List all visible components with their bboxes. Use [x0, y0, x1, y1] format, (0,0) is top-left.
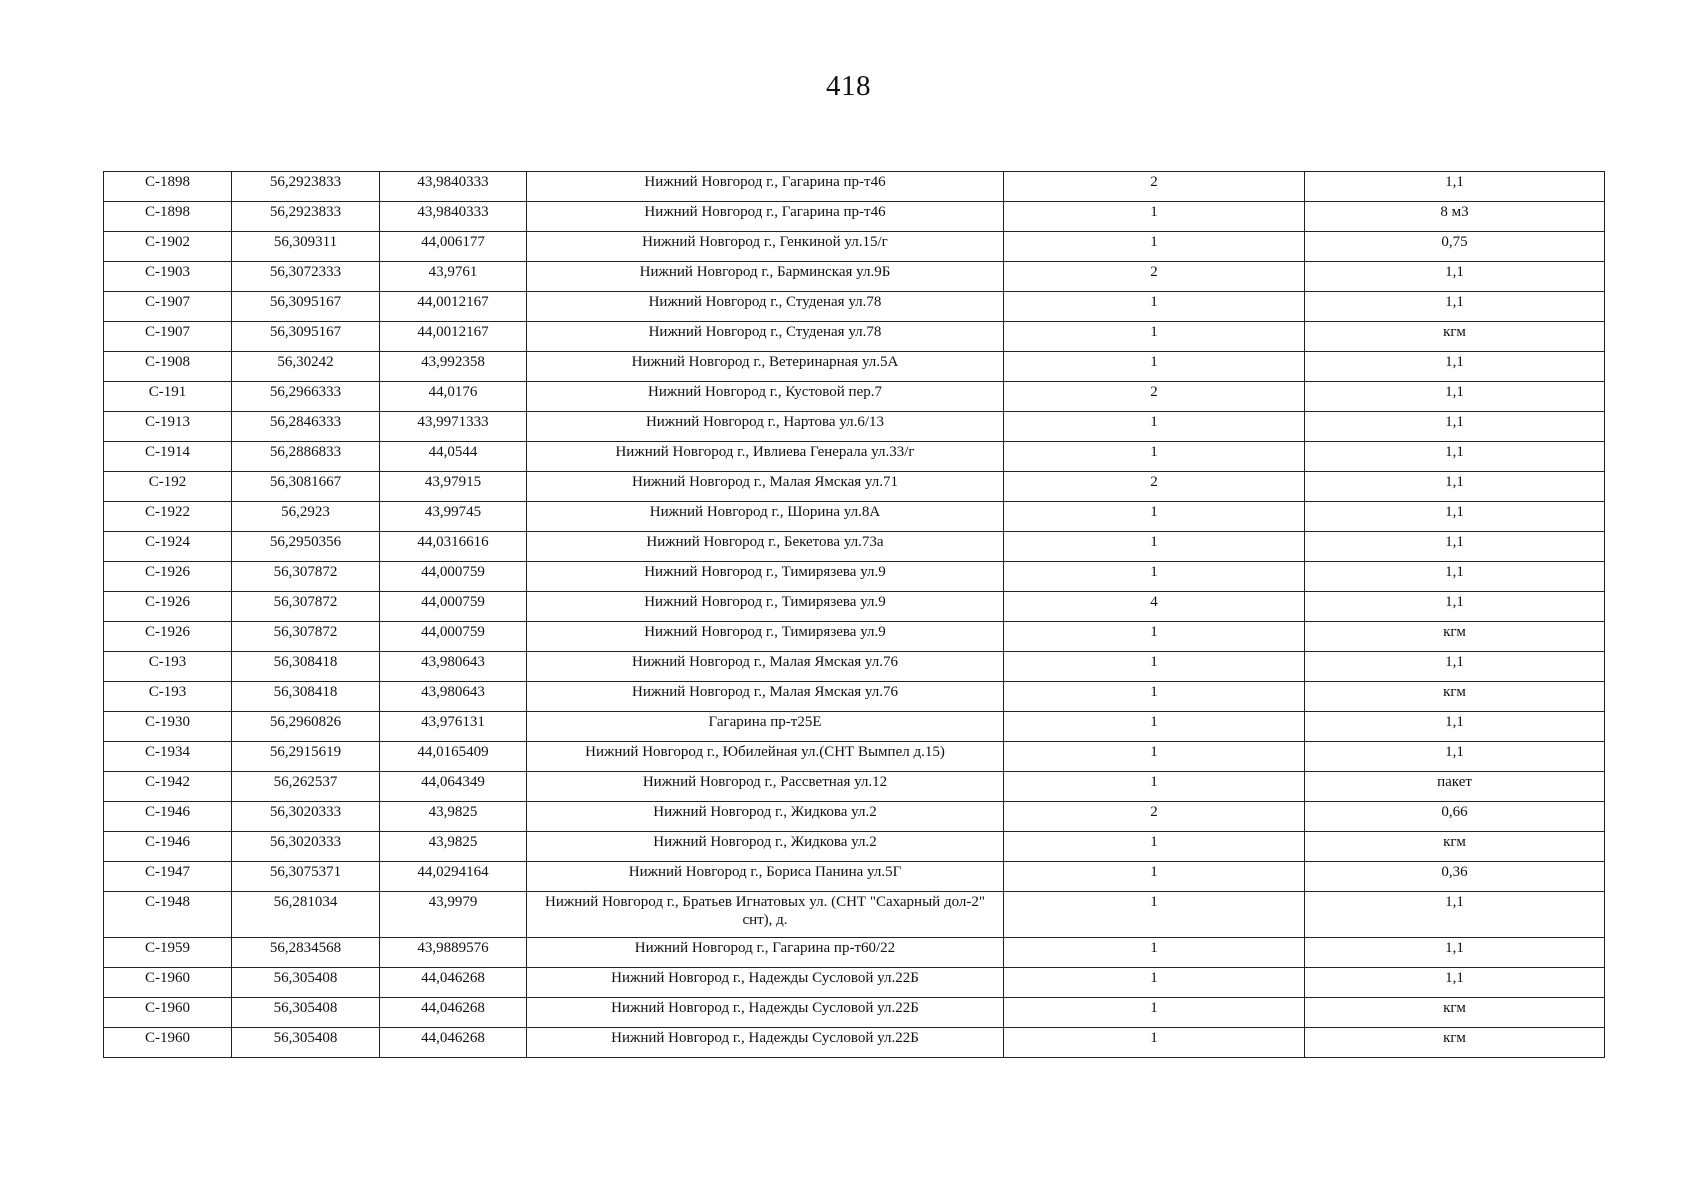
cell-site-id: С-1926 — [104, 562, 232, 592]
cell-container-volume: кгм — [1305, 1028, 1605, 1058]
cell-container-count: 1 — [1004, 352, 1305, 382]
cell-latitude: 56,3081667 — [232, 472, 380, 502]
cell-container-count: 1 — [1004, 532, 1305, 562]
cell-container-volume: 1,1 — [1305, 938, 1605, 968]
cell-container-count: 1 — [1004, 742, 1305, 772]
cell-site-id: С-1908 — [104, 352, 232, 382]
cell-address: Нижний Новгород г., Малая Ямская ул.71 — [527, 472, 1004, 502]
cell-address: Нижний Новгород г., Бекетова ул.73а — [527, 532, 1004, 562]
cell-container-count: 2 — [1004, 472, 1305, 502]
cell-longitude: 43,9979 — [380, 892, 527, 938]
cell-container-volume: 1,1 — [1305, 742, 1605, 772]
cell-container-volume: 1,1 — [1305, 892, 1605, 938]
cell-latitude: 56,2960826 — [232, 712, 380, 742]
cell-site-id: С-1948 — [104, 892, 232, 938]
cell-site-id: С-1960 — [104, 1028, 232, 1058]
cell-address: Нижний Новгород г., Тимирязева ул.9 — [527, 622, 1004, 652]
cell-longitude: 44,0294164 — [380, 862, 527, 892]
cell-container-volume: 1,1 — [1305, 472, 1605, 502]
cell-container-count: 1 — [1004, 502, 1305, 532]
cell-address: Нижний Новгород г., Тимирязева ул.9 — [527, 592, 1004, 622]
cell-latitude: 56,307872 — [232, 562, 380, 592]
cell-container-count: 1 — [1004, 322, 1305, 352]
cell-latitude: 56,3020333 — [232, 832, 380, 862]
cell-latitude: 56,2923 — [232, 502, 380, 532]
cell-site-id: С-1913 — [104, 412, 232, 442]
cell-container-count: 1 — [1004, 998, 1305, 1028]
cell-site-id: С-1898 — [104, 172, 232, 202]
cell-longitude: 44,0176 — [380, 382, 527, 412]
cell-address: Гагарина пр-т25Е — [527, 712, 1004, 742]
cell-latitude: 56,308418 — [232, 652, 380, 682]
cell-container-count: 2 — [1004, 262, 1305, 292]
table-row — [104, 1028, 1605, 1058]
cell-container-count: 2 — [1004, 382, 1305, 412]
cell-longitude: 43,97915 — [380, 472, 527, 502]
cell-site-id: С-1942 — [104, 772, 232, 802]
cell-container-volume: 1,1 — [1305, 562, 1605, 592]
table-row — [104, 532, 1605, 562]
cell-container-volume: 1,1 — [1305, 502, 1605, 532]
cell-container-volume: 1,1 — [1305, 172, 1605, 202]
table-row — [104, 772, 1605, 802]
cell-longitude: 44,064349 — [380, 772, 527, 802]
cell-site-id: С-1946 — [104, 832, 232, 862]
table-row — [104, 682, 1605, 712]
table-row — [104, 292, 1605, 322]
table-row — [104, 592, 1605, 622]
cell-container-volume: 1,1 — [1305, 442, 1605, 472]
cell-container-count: 1 — [1004, 622, 1305, 652]
cell-container-count: 1 — [1004, 232, 1305, 262]
cell-container-count: 2 — [1004, 802, 1305, 832]
cell-address: Нижний Новгород г., Малая Ямская ул.76 — [527, 682, 1004, 712]
cell-site-id: С-1947 — [104, 862, 232, 892]
table-row — [104, 712, 1605, 742]
cell-latitude: 56,305408 — [232, 968, 380, 998]
cell-longitude: 44,000759 — [380, 622, 527, 652]
cell-container-volume: 1,1 — [1305, 352, 1605, 382]
cell-address: Нижний Новгород г., Кустовой пер.7 — [527, 382, 1004, 412]
cell-longitude: 43,980643 — [380, 682, 527, 712]
cell-container-volume: 1,1 — [1305, 412, 1605, 442]
cell-latitude: 56,2950356 — [232, 532, 380, 562]
cell-site-id: С-1922 — [104, 502, 232, 532]
cell-latitude: 56,2923833 — [232, 172, 380, 202]
cell-longitude: 43,992358 — [380, 352, 527, 382]
cell-container-count: 1 — [1004, 412, 1305, 442]
cell-address: Нижний Новгород г., Гагарина пр-т46 — [527, 202, 1004, 232]
cell-longitude: 44,0165409 — [380, 742, 527, 772]
cell-container-count: 1 — [1004, 712, 1305, 742]
cell-longitude: 44,0012167 — [380, 292, 527, 322]
table-row — [104, 938, 1605, 968]
cell-container-volume: 1,1 — [1305, 262, 1605, 292]
cell-site-id: С-193 — [104, 652, 232, 682]
cell-latitude: 56,308418 — [232, 682, 380, 712]
cell-site-id: С-1946 — [104, 802, 232, 832]
table-row — [104, 892, 1605, 938]
cell-latitude: 56,3075371 — [232, 862, 380, 892]
cell-longitude: 43,99745 — [380, 502, 527, 532]
cell-container-count: 1 — [1004, 938, 1305, 968]
cell-container-count: 4 — [1004, 592, 1305, 622]
cell-address: Нижний Новгород г., Гагарина пр-т60/22 — [527, 938, 1004, 968]
cell-container-volume: 1,1 — [1305, 652, 1605, 682]
cell-container-volume: кгм — [1305, 998, 1605, 1028]
table-row — [104, 742, 1605, 772]
cell-site-id: С-1914 — [104, 442, 232, 472]
table-row — [104, 998, 1605, 1028]
cell-address: Нижний Новгород г., Жидкова ул.2 — [527, 802, 1004, 832]
cell-container-volume: кгм — [1305, 682, 1605, 712]
cell-longitude: 44,046268 — [380, 968, 527, 998]
cell-container-count: 1 — [1004, 892, 1305, 938]
cell-container-count: 1 — [1004, 832, 1305, 862]
cell-address: Нижний Новгород г., Надежды Сусловой ул.22Б — [527, 968, 1004, 998]
cell-container-count: 1 — [1004, 292, 1305, 322]
cell-site-id: С-1930 — [104, 712, 232, 742]
cell-container-volume: кгм — [1305, 322, 1605, 352]
cell-longitude: 44,0544 — [380, 442, 527, 472]
cell-address: Нижний Новгород г., Рассветная ул.12 — [527, 772, 1004, 802]
cell-container-volume: кгм — [1305, 832, 1605, 862]
cell-longitude: 43,980643 — [380, 652, 527, 682]
cell-container-volume: 1,1 — [1305, 968, 1605, 998]
cell-site-id: С-1903 — [104, 262, 232, 292]
table-row — [104, 862, 1605, 892]
cell-address: Нижний Новгород г., Студеная ул.78 — [527, 292, 1004, 322]
cell-latitude: 56,305408 — [232, 998, 380, 1028]
table-row — [104, 382, 1605, 412]
cell-latitude: 56,2834568 — [232, 938, 380, 968]
cell-address: Нижний Новгород г., Малая Ямская ул.76 — [527, 652, 1004, 682]
cell-latitude: 56,305408 — [232, 1028, 380, 1058]
cell-address: Нижний Новгород г., Ветеринарная ул.5А — [527, 352, 1004, 382]
table-row — [104, 802, 1605, 832]
cell-site-id: С-1907 — [104, 322, 232, 352]
cell-address: Нижний Новгород г., Ивлиева Генерала ул.33/г — [527, 442, 1004, 472]
cell-address: Нижний Новгород г., Жидкова ул.2 — [527, 832, 1004, 862]
cell-address: Нижний Новгород г., Тимирязева ул.9 — [527, 562, 1004, 592]
cell-longitude: 43,9825 — [380, 832, 527, 862]
cell-latitude: 56,309311 — [232, 232, 380, 262]
cell-container-volume: кгм — [1305, 622, 1605, 652]
cell-container-count: 1 — [1004, 562, 1305, 592]
cell-longitude: 43,9889576 — [380, 938, 527, 968]
container-site-table — [103, 171, 1605, 1058]
cell-longitude: 44,0316616 — [380, 532, 527, 562]
table-row — [104, 262, 1605, 292]
table-row — [104, 352, 1605, 382]
table-row — [104, 232, 1605, 262]
cell-container-count: 1 — [1004, 202, 1305, 232]
cell-site-id: С-1934 — [104, 742, 232, 772]
cell-address: Нижний Новгород г., Шорина ул.8А — [527, 502, 1004, 532]
cell-longitude: 44,006177 — [380, 232, 527, 262]
table-row — [104, 622, 1605, 652]
cell-container-volume: 0,66 — [1305, 802, 1605, 832]
cell-container-count: 2 — [1004, 172, 1305, 202]
cell-address: Нижний Новгород г., Братьев Игнатовых ул. (СНТ "Сахарный дол-2" снт), д. — [527, 892, 1004, 938]
cell-latitude: 56,307872 — [232, 592, 380, 622]
cell-latitude: 56,3095167 — [232, 292, 380, 322]
cell-site-id: С-1924 — [104, 532, 232, 562]
cell-longitude: 44,000759 — [380, 562, 527, 592]
cell-latitude: 56,2846333 — [232, 412, 380, 442]
cell-container-volume: 0,75 — [1305, 232, 1605, 262]
cell-site-id: С-1926 — [104, 592, 232, 622]
cell-site-id: С-193 — [104, 682, 232, 712]
cell-container-count: 1 — [1004, 862, 1305, 892]
cell-address: Нижний Новгород г., Генкиной ул.15/г — [527, 232, 1004, 262]
cell-site-id: С-1960 — [104, 968, 232, 998]
table-body — [104, 172, 1605, 1058]
cell-longitude: 43,9825 — [380, 802, 527, 832]
table-row — [104, 652, 1605, 682]
cell-container-count: 1 — [1004, 442, 1305, 472]
cell-longitude: 44,046268 — [380, 998, 527, 1028]
cell-address: Нижний Новгород г., Надежды Сусловой ул.22Б — [527, 998, 1004, 1028]
cell-container-count: 1 — [1004, 682, 1305, 712]
cell-container-count: 1 — [1004, 1028, 1305, 1058]
cell-container-volume: 1,1 — [1305, 712, 1605, 742]
cell-longitude: 44,0012167 — [380, 322, 527, 352]
cell-latitude: 56,3020333 — [232, 802, 380, 832]
cell-longitude: 43,9840333 — [380, 172, 527, 202]
cell-container-volume: 1,1 — [1305, 382, 1605, 412]
table-row — [104, 472, 1605, 502]
cell-longitude: 44,046268 — [380, 1028, 527, 1058]
cell-site-id: С-192 — [104, 472, 232, 502]
table-row — [104, 202, 1605, 232]
cell-latitude: 56,2923833 — [232, 202, 380, 232]
cell-container-volume: 1,1 — [1305, 592, 1605, 622]
table-row — [104, 442, 1605, 472]
cell-container-count: 1 — [1004, 652, 1305, 682]
cell-site-id: С-1898 — [104, 202, 232, 232]
cell-latitude: 56,262537 — [232, 772, 380, 802]
cell-site-id: С-1926 — [104, 622, 232, 652]
table-row — [104, 412, 1605, 442]
cell-latitude: 56,3072333 — [232, 262, 380, 292]
cell-longitude: 43,9761 — [380, 262, 527, 292]
cell-latitude: 56,307872 — [232, 622, 380, 652]
cell-address: Нижний Новгород г., Гагарина пр-т46 — [527, 172, 1004, 202]
cell-latitude: 56,30242 — [232, 352, 380, 382]
cell-longitude: 43,9971333 — [380, 412, 527, 442]
cell-latitude: 56,3095167 — [232, 322, 380, 352]
cell-site-id: С-191 — [104, 382, 232, 412]
cell-address: Нижний Новгород г., Нартова ул.6/13 — [527, 412, 1004, 442]
cell-address: Нижний Новгород г., Юбилейная ул.(СНТ Вымпел д.15) — [527, 742, 1004, 772]
cell-site-id: С-1959 — [104, 938, 232, 968]
table-row — [104, 968, 1605, 998]
cell-longitude: 44,000759 — [380, 592, 527, 622]
cell-longitude: 43,9840333 — [380, 202, 527, 232]
table-row — [104, 832, 1605, 862]
cell-container-count: 1 — [1004, 968, 1305, 998]
cell-site-id: С-1960 — [104, 998, 232, 1028]
table-row — [104, 502, 1605, 532]
cell-container-volume: 1,1 — [1305, 532, 1605, 562]
cell-latitude: 56,281034 — [232, 892, 380, 938]
table-row — [104, 322, 1605, 352]
cell-site-id: С-1907 — [104, 292, 232, 322]
table-row — [104, 562, 1605, 592]
cell-container-volume: 8 м3 — [1305, 202, 1605, 232]
cell-address: Нижний Новгород г., Студеная ул.78 — [527, 322, 1004, 352]
cell-address: Нижний Новгород г., Надежды Сусловой ул.22Б — [527, 1028, 1004, 1058]
page-number: 418 — [826, 70, 871, 102]
cell-address: Нижний Новгород г., Бориса Панина ул.5Г — [527, 862, 1004, 892]
table-row — [104, 172, 1605, 202]
cell-latitude: 56,2886833 — [232, 442, 380, 472]
cell-container-volume: 0,36 — [1305, 862, 1605, 892]
cell-longitude: 43,976131 — [380, 712, 527, 742]
cell-latitude: 56,2915619 — [232, 742, 380, 772]
cell-latitude: 56,2966333 — [232, 382, 380, 412]
cell-address: Нижний Новгород г., Барминская ул.9Б — [527, 262, 1004, 292]
cell-site-id: С-1902 — [104, 232, 232, 262]
cell-container-volume: 1,1 — [1305, 292, 1605, 322]
cell-container-count: 1 — [1004, 772, 1305, 802]
cell-container-volume: пакет — [1305, 772, 1605, 802]
